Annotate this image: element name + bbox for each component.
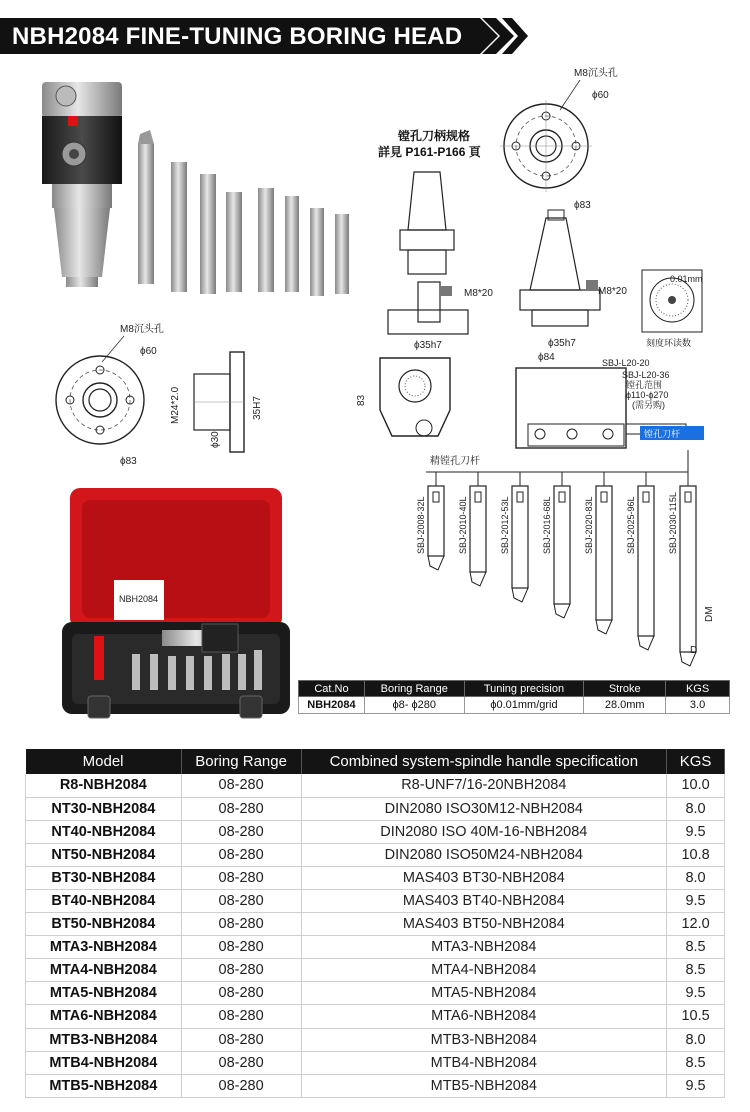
- table-cell: 9.5: [667, 982, 725, 1005]
- boring-bar-label: SBJ-2016-68L: [542, 496, 552, 554]
- boring-bar-label: SBJ-2010-40L: [458, 496, 468, 554]
- spec-cell: NBH2084: [299, 697, 365, 714]
- boring-bar: [584, 472, 612, 634]
- table-cell: 9.5: [667, 820, 725, 843]
- table-cell: BT40-NBH2084: [26, 889, 182, 912]
- table-cell: R8-NBH2084: [26, 774, 182, 797]
- table-cell: 08-280: [181, 820, 301, 843]
- dim-dm-label: DM: [704, 606, 715, 622]
- head-buy-note: (需另购): [632, 400, 665, 410]
- spec-cell: ϕ0.01mm/grid: [464, 697, 584, 714]
- nt-shank-outline: [520, 210, 600, 326]
- spec-header-cell: Tuning precision: [464, 681, 584, 697]
- dial-scale: 0.01mm: [670, 274, 703, 284]
- thread-section-left: [388, 282, 468, 334]
- table-cell: 08-280: [181, 913, 301, 936]
- chevron-arrows-icon: [462, 18, 532, 54]
- table-cell: DIN2080 ISO 40M-16-NBH2084: [301, 820, 667, 843]
- thread-label-left: M8*20: [464, 288, 493, 299]
- dim-d-label: D: [690, 645, 698, 656]
- model-header-cell: Combined system-spindle handle specification: [301, 749, 667, 774]
- page-title: NBH2084 FINE-TUNING BORING HEAD: [12, 23, 463, 50]
- boring-bar: [416, 472, 444, 570]
- table-row: [26, 843, 725, 866]
- table-row: [26, 1074, 725, 1097]
- flange-bottom-inner-dia: ϕ60: [140, 346, 157, 357]
- table-cell: 08-280: [181, 1005, 301, 1028]
- spec-header-cell: Cat.No: [299, 681, 365, 697]
- boring-bar-label: SBJ-2012-53L: [500, 496, 510, 554]
- table-cell: MTB3-NBH2084: [26, 1028, 182, 1051]
- model-header-cell: Boring Range: [181, 749, 301, 774]
- flange-drawing-bottom: [40, 318, 290, 478]
- table-cell: 08-280: [181, 774, 301, 797]
- flange-top-hole-label: M8沉头孔: [574, 68, 618, 79]
- case-latch-icon: [88, 696, 110, 718]
- table-cell: 10.0: [667, 774, 725, 797]
- table-cell: 08-280: [181, 1051, 301, 1074]
- table-cell: 08-280: [181, 1028, 301, 1051]
- boring-head-photo: [42, 82, 122, 287]
- dial-title: 刻度环读数: [646, 338, 692, 348]
- table-cell: 8.0: [667, 866, 725, 889]
- model-table-header: [26, 749, 725, 774]
- model-table: [25, 749, 725, 1098]
- spec-cell: ϕ8- ϕ280: [364, 697, 464, 714]
- boring-bar-label: SBJ-2025-96L: [626, 496, 636, 554]
- boring-bar-label: SBJ-2020-83L: [584, 496, 594, 554]
- side-dia-label: ϕ30: [210, 431, 221, 448]
- shank-drawings: [380, 170, 740, 350]
- bars-title: 精镗孔刀杆: [430, 456, 480, 467]
- flange-bottom-hole-label: M8沉头孔: [120, 324, 164, 335]
- product-photo: [30, 72, 370, 312]
- spec-table-row: [299, 697, 730, 714]
- model-header-cell: Model: [26, 749, 182, 774]
- table-cell: MAS403 BT40-NBH2084: [301, 889, 667, 912]
- table-row: [26, 913, 725, 936]
- spec-cell: 3.0: [666, 697, 730, 714]
- boring-bar: [626, 472, 654, 650]
- table-cell: NT40-NBH2084: [26, 820, 182, 843]
- table-cell: 9.5: [667, 1074, 725, 1097]
- table-cell: MTA3-NBH2084: [301, 936, 667, 959]
- head-part2-label: SBJ-L20-36: [622, 370, 670, 380]
- boring-bar: [542, 472, 570, 618]
- thread-label-right: M8*20: [598, 286, 627, 297]
- table-cell: NT30-NBH2084: [26, 797, 182, 820]
- table-row: [26, 1051, 725, 1074]
- table-cell: MTB3-NBH2084: [301, 1028, 667, 1051]
- table-row: [26, 889, 725, 912]
- spec-table-header: [299, 681, 730, 697]
- shank-dia-right: ϕ35h7: [548, 338, 576, 349]
- spec-cell: 28.0mm: [584, 697, 666, 714]
- table-cell: MTA6-NBH2084: [301, 1005, 667, 1028]
- case-latch-icon: [240, 696, 262, 718]
- boring-bars-drawing: [400, 450, 740, 665]
- table-row: [26, 959, 725, 982]
- front-view-drawing: [380, 358, 450, 436]
- boring-bar: [668, 472, 696, 666]
- boring-bars-photo: [138, 130, 349, 296]
- table-cell: MAS403 BT30-NBH2084: [301, 866, 667, 889]
- table-cell: 8.5: [667, 1051, 725, 1074]
- head-drawings: [350, 350, 740, 460]
- table-cell: MTB4-NBH2084: [26, 1051, 182, 1074]
- boring-bar: [500, 472, 528, 602]
- table-cell: MTA5-NBH2084: [301, 982, 667, 1005]
- boring-bar-label: SBJ-2008-32L: [416, 496, 426, 554]
- table-cell: 8.0: [667, 797, 725, 820]
- spec-header-cell: Boring Range: [364, 681, 464, 697]
- table-row: [26, 774, 725, 797]
- model-header-cell: KGS: [667, 749, 725, 774]
- table-cell: 8.5: [667, 936, 725, 959]
- table-cell: BT30-NBH2084: [26, 866, 182, 889]
- case-label: NBH2084: [119, 594, 159, 604]
- model-table-body: [26, 774, 725, 1097]
- case-photo: [62, 484, 290, 734]
- table-cell: 08-280: [181, 1074, 301, 1097]
- boring-bar-label: SBJ-2030-115L: [668, 492, 678, 554]
- table-cell: 8.5: [667, 959, 725, 982]
- table-cell: MTA6-NBH2084: [26, 1005, 182, 1028]
- table-cell: MTA3-NBH2084: [26, 936, 182, 959]
- head-range-value: ϕ110-ϕ270: [626, 390, 669, 400]
- table-cell: 08-280: [181, 866, 301, 889]
- shank-note-line1: 镗孔刀柄规格: [398, 129, 471, 143]
- table-row: [26, 797, 725, 820]
- bars-group: [416, 472, 696, 666]
- table-cell: MAS403 BT50-NBH2084: [301, 913, 667, 936]
- title-banner: [0, 18, 480, 54]
- table-cell: 08-280: [181, 797, 301, 820]
- table-row: [26, 1028, 725, 1051]
- table-row: [26, 936, 725, 959]
- side-shank-label: 35H7: [252, 396, 263, 420]
- table-cell: DIN2080 ISO50M24-NBH2084: [301, 843, 667, 866]
- table-cell: 08-280: [181, 936, 301, 959]
- table-cell: 08-280: [181, 982, 301, 1005]
- head-range-label: 镗孔范围: [626, 380, 663, 390]
- shank-note-line2: 詳見 P161-P166 頁: [378, 145, 481, 159]
- head-part-label: SBJ-L20-20: [602, 358, 650, 368]
- shank-dia-left: ϕ35h7: [414, 340, 442, 351]
- table-cell: MTB4-NBH2084: [301, 1051, 667, 1074]
- spec-table: [298, 680, 730, 714]
- table-cell: 10.5: [667, 1005, 725, 1028]
- table-cell: R8-UNF7/16-20NBH2084: [301, 774, 667, 797]
- table-cell: 9.5: [667, 889, 725, 912]
- table-cell: 08-280: [181, 889, 301, 912]
- table-cell: 10.8: [667, 843, 725, 866]
- flange-top-inner-dia: ϕ60: [592, 90, 609, 101]
- table-cell: MTA4-NBH2084: [301, 959, 667, 982]
- bt-shank-outline: [400, 172, 454, 274]
- table-cell: MTA4-NBH2084: [26, 959, 182, 982]
- flange-bottom-outer-dia: ϕ83: [120, 456, 137, 467]
- table-cell: MTA5-NBH2084: [26, 982, 182, 1005]
- flange-top-outer-dia: ϕ83: [574, 200, 591, 211]
- table-row: [26, 982, 725, 1005]
- spec-header-cell: KGS: [666, 681, 730, 697]
- table-cell: 08-280: [181, 959, 301, 982]
- table-cell: 8.0: [667, 1028, 725, 1051]
- table-cell: NT50-NBH2084: [26, 843, 182, 866]
- table-cell: BT50-NBH2084: [26, 913, 182, 936]
- head-width-label: ϕ84: [538, 352, 555, 363]
- table-cell: MTB5-NBH2084: [301, 1074, 667, 1097]
- spec-header-cell: Stroke: [584, 681, 666, 697]
- head-bar-label: 镗孔刀杆: [644, 429, 681, 439]
- table-cell: DIN2080 ISO30M12-NBH2084: [301, 797, 667, 820]
- table-row: [26, 820, 725, 843]
- table-cell: 08-280: [181, 843, 301, 866]
- side-thread-label: M24*2.0: [170, 386, 181, 424]
- table-cell: MTB5-NBH2084: [26, 1074, 182, 1097]
- front-height-label: 83: [356, 394, 367, 406]
- table-row: [26, 866, 725, 889]
- boring-bar: [458, 472, 486, 586]
- table-cell: 12.0: [667, 913, 725, 936]
- table-row: [26, 1005, 725, 1028]
